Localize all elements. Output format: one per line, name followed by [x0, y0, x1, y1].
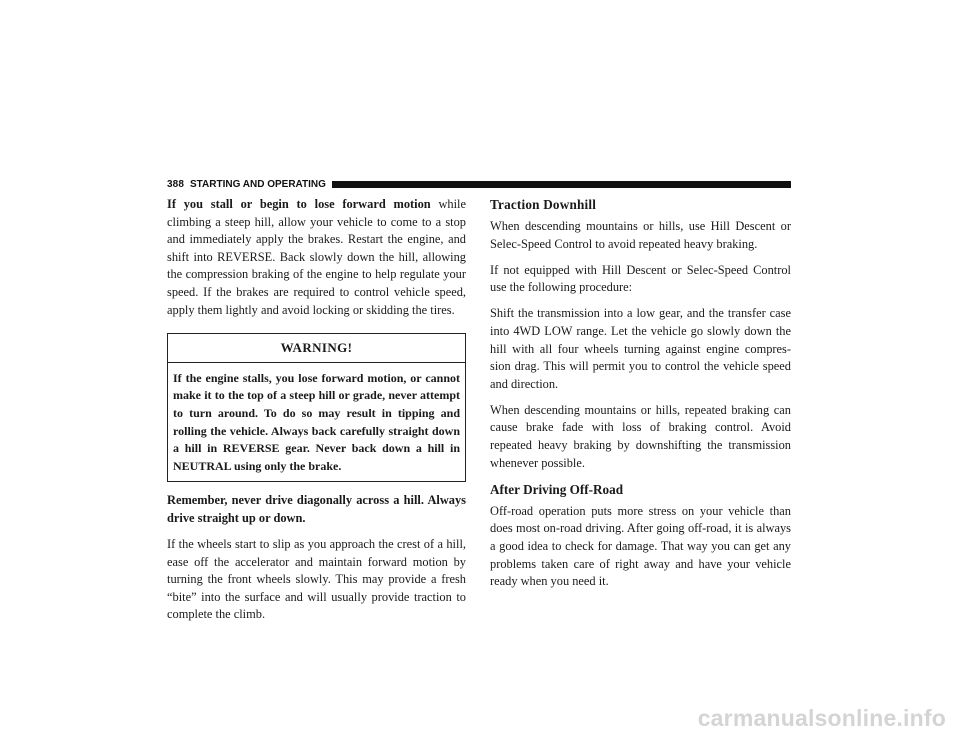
hill-descent-paragraph: When descending mountains or hills, use Hill Descent or Selec-Speed Control to avoid repeated heavy braking. — [490, 219, 791, 251]
after-off-road-paragraph: Off-road operation puts more stress on your vehicle than does most on-road driving. After going off-road, it is always a good idea to check for damage. That way you can get any problems taken care of right away and have your vehicle ready when you need it. — [490, 503, 791, 589]
stall-text: while climbing a steep hill, allow your vehicle to come to a stop and immediately apply the brakes. Restart the engine, and shift into REVERSE. Back slowly down the hill, allowing the compression braking of the engine to help regulate your speed. If the brakes are required to control vehicle speed, apply them lightly and avoid locking or skidding the tires. — [167, 197, 466, 317]
low-gear-paragraph: Shift the transmission into a low gear, and the transfer case into 4WD LOW range. Let the vehicle go slowly down the hill with all four wheels turning against engine compres-sion drag. This will permit you to control the vehicle speed and direction. — [490, 306, 791, 391]
stall-lead: If you stall or begin to lose forward motion — [167, 197, 431, 211]
traction-downhill-heading: Traction Downhill — [490, 197, 597, 212]
warning-title: WARNING! — [168, 334, 465, 363]
warning-box — [167, 333, 466, 482]
page-number: 388 — [167, 178, 184, 190]
not-equipped-paragraph: If not equipped with Hill Descent or Selec-Speed Control use the following procedure: — [490, 262, 791, 295]
header-rule — [332, 181, 791, 188]
warning-text: If the engine stalls, you lose forward motion, or cannot make it to the top of a steep hill or grade, never attempt to turn around. To do so may result in tipping and rolling the vehicle. Always back carefully straight down a hill in REVERSE gear. Never back down a hill in NEUTRAL using only the brake. — [173, 370, 460, 473]
after-off-road-heading: After Driving Off-Road — [490, 481, 624, 497]
wheel-slip-paragraph: If the wheels start to slip as you approach the crest of a hill, ease off the accelerator and maintain forward motion by turning the front wheels slowly. This may provide a fresh “bite” into the surface and will usually provide traction to complete the climb. — [167, 537, 466, 622]
left-column — [167, 196, 466, 632]
stall-paragraph — [167, 196, 466, 319]
right-column — [490, 196, 791, 599]
page-header — [167, 177, 791, 191]
section-title: STARTING AND OPERATING — [190, 178, 326, 190]
diagonal-warning-paragraph: Remember, never drive diagonally across a hill. Always drive straight up or down. — [167, 493, 466, 525]
watermark: carmanualsonline.info — [697, 705, 946, 731]
brake-fade-paragraph: When descending mountains or hills, repeated braking can cause brake fade with loss of braking control. Avoid repeated heavy braking by downshifting the transmission whenever possible. — [490, 402, 791, 470]
